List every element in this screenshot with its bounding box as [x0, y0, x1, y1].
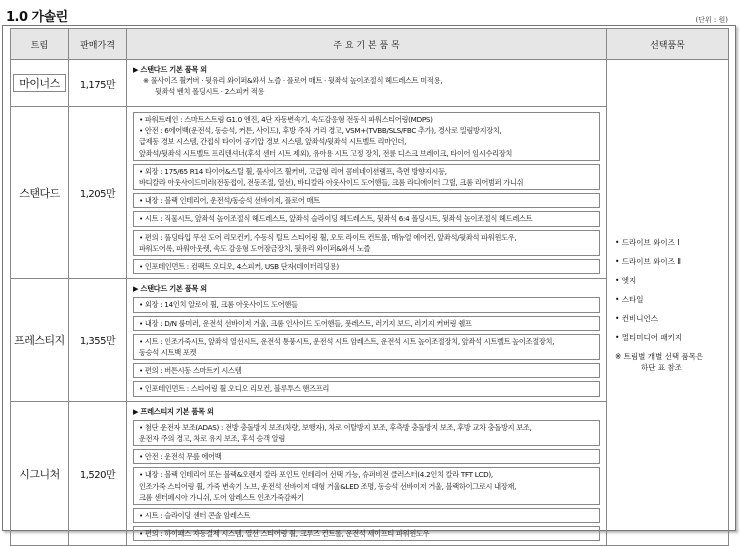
option-item: • 드라이브 와이즈 Ⅱ: [615, 256, 681, 266]
features-box: • 인포테인먼트 : 컴팩트 오디오, 4스피커, USB 단자(데이터리딩용): [133, 259, 600, 274]
unit-label: (단위 : 원): [695, 16, 728, 24]
header-price: 판매가격: [69, 29, 127, 60]
options-note: ※ 트림별 개별 선택 품목은 하단 표 참조: [615, 351, 704, 372]
trim-price: 1,520만: [69, 401, 127, 546]
features-heading: ▶ 프레스티지 기본 품목 외: [133, 406, 214, 416]
option-item: • 멀티미디어 패키지: [615, 332, 683, 342]
trim-price: 1,205만: [69, 107, 127, 279]
features-box: • 시트 : 인조가죽시트, 앞좌석 열선시트, 운전석 통풍시트, 운전석 시트 암레스트, 운전석 시트 높이조절장치, 앞좌석 시트벨트 높이조절장치, 동승석 시트백 포켓: [133, 334, 600, 360]
options-cell: [607, 60, 729, 546]
feature-note: ※ 풀사이즈 휠커버 · 뒷유리 와이퍼&와셔 노즐 · 플로어 매트 · 뒷좌석 높이조절식 헤드레스트 미적용,: [143, 76, 443, 86]
features-box: • 외장 : 175/65 R14 타이어&스틸 휠, 풀사이즈 휠커버, 고급형 리어 콤비네이션램프, 측면 방향지시등, 바디칼라 아웃사이드미러(전동접이, 전동조절, 열선), 바디칼라 아웃사이드 도어핸들, 크롬 라디에이터 그릴, 크롬 리어범퍼 가니쉬: [133, 164, 600, 190]
features-cell: [127, 107, 607, 279]
features-cell: [127, 401, 607, 546]
features-box: • 첨단 운전자 보조(ADAS) : 전방 충돌방지 보조(차량, 보행자), 차로 이탈방지 보조, 후측방 충돌방지 보조, 후방 교차 충돌방지 보조, 운전자 주의 경고, 차로 유지 보조, 후석 승객 알림: [133, 420, 600, 446]
trim-name: 시그니처: [11, 401, 69, 546]
feature-note: 뒷좌석 벤치 폴딩시트 · 2스피커 적용: [155, 87, 265, 97]
page-title: 1.0 가솔린: [6, 10, 68, 25]
header-options: 선택품목: [607, 29, 729, 60]
features-box: • 안전 : 운전석 무릎 에어백: [133, 449, 600, 464]
option-item: • 엣지: [615, 275, 637, 285]
option-item: • 스타일: [615, 294, 644, 304]
table-row: [11, 60, 729, 107]
features-box: • 내장 : 블랙 인테리어 또는 블랙&오렌지 칼라 포인트 인테리어 선택 가능, 슈퍼비전 클러스터(4.2인치 칼라 TFT LCD), 인조가죽 스티어링 휠, 가죽 변속기 노브, 운전석 선바이저 대형 거울&LED 조명, 동승석 선바이저 거울, 블랙하이그로시 내장재, 크롬 센터페시아 가니쉬, 도어 암레스트 인조가죽감싸기: [133, 467, 600, 505]
features-heading: ▶ 스탠다드 기본 품목 외: [133, 284, 207, 294]
trim-price: 1,355만: [69, 279, 127, 401]
price-table: [10, 28, 729, 546]
header-trim: 트림: [11, 29, 69, 60]
features-box: • 편의 : 버튼시동 스마트키 시스템: [133, 363, 600, 378]
features-box: • 내장 : 블랙 인테리어, 운전석/동승석 선바이저, 플로어 매트: [133, 193, 600, 208]
features-box: • 시트 : 슬라이딩 센터 콘솔 암레스트: [133, 508, 600, 523]
trim-name: 마이너스: [11, 60, 69, 107]
option-item: • 컨비니언스: [615, 313, 659, 323]
features-box: • 편의 : 풀딩타입 무선 도어 리모컨키, 수동식 틸트 스티어링 휠, 오토 라이트 컨트롤, 매뉴얼 에어컨, 앞좌석/뒷좌석 파워윈도우, 파워도어록, 파워아웃렛, 속도 감응형 도어잠금장치, 뒷유리 와이퍼&와셔 노즐: [133, 230, 600, 256]
features-heading: ▶ 스탠다드 기본 품목 외: [133, 65, 207, 74]
features-box: • 인포테인먼트 : 스티어링 휠 오디오 리모컨, 블루투스 핸즈프리: [133, 381, 600, 396]
header-features: 주 요 기 본 품 목: [127, 29, 607, 60]
header-row: [11, 29, 729, 60]
option-item: • 드라이브 와이즈 Ⅰ: [615, 237, 680, 247]
features-cell: [127, 279, 607, 401]
trim-price: 1,175만: [69, 60, 127, 107]
features-box: • 시트 : 직물시트, 앞좌석 높이조절식 헤드레스트, 앞좌석 슬라이딩 헤드레스트, 뒷좌석 6:4 폴딩시트, 뒷좌석 높이조절식 헤드레스트: [133, 211, 600, 226]
features-box: • 외장 : 14인치 알로이 휠, 크롬 아웃사이드 도어핸들: [133, 297, 600, 312]
features-cell: [127, 60, 607, 107]
features-box: • 내장 : D/N 룸미러, 운전석 선바이저 거울, 크롬 인사이드 도어핸들, 풋레스트, 러기지 보드, 러기지 커버링 쉘프: [133, 316, 600, 331]
trim-name: 스탠다드: [11, 107, 69, 279]
features-box: • 파워트레인 : 스마트스트림 G1.0 엔진, 4단 자동변속기, 속도감응형 전동식 파워스티어링(MDPS) • 안전 : 6에어백(운전석, 동승석, 커튼, 사이드), 후방 주차 거리 경고, VSM+(TVBB/SLS/FBC 추가), 경사로 밀림방지장치, 급제동 경보 시스템, 간접식 타이어 공기압 경보 시스템, 앞좌석/뒷좌석 시트벨트 리마인더, 앞좌석/뒷좌석 시트벨트 프리텐셔너(후석 센터 시트 제외), 유아용 시트 고정 장치, 전륜 디스크 브레이크, 타이어 임시수리장치: [133, 112, 600, 161]
features-box: • 편의 : 하이패스 자동결제 시스템, 열선 스티어링 휠, 크루즈 컨트롤, 운전석 세이프티 파워윈도우: [133, 526, 600, 541]
trim-name: 프레스티지: [11, 279, 69, 401]
